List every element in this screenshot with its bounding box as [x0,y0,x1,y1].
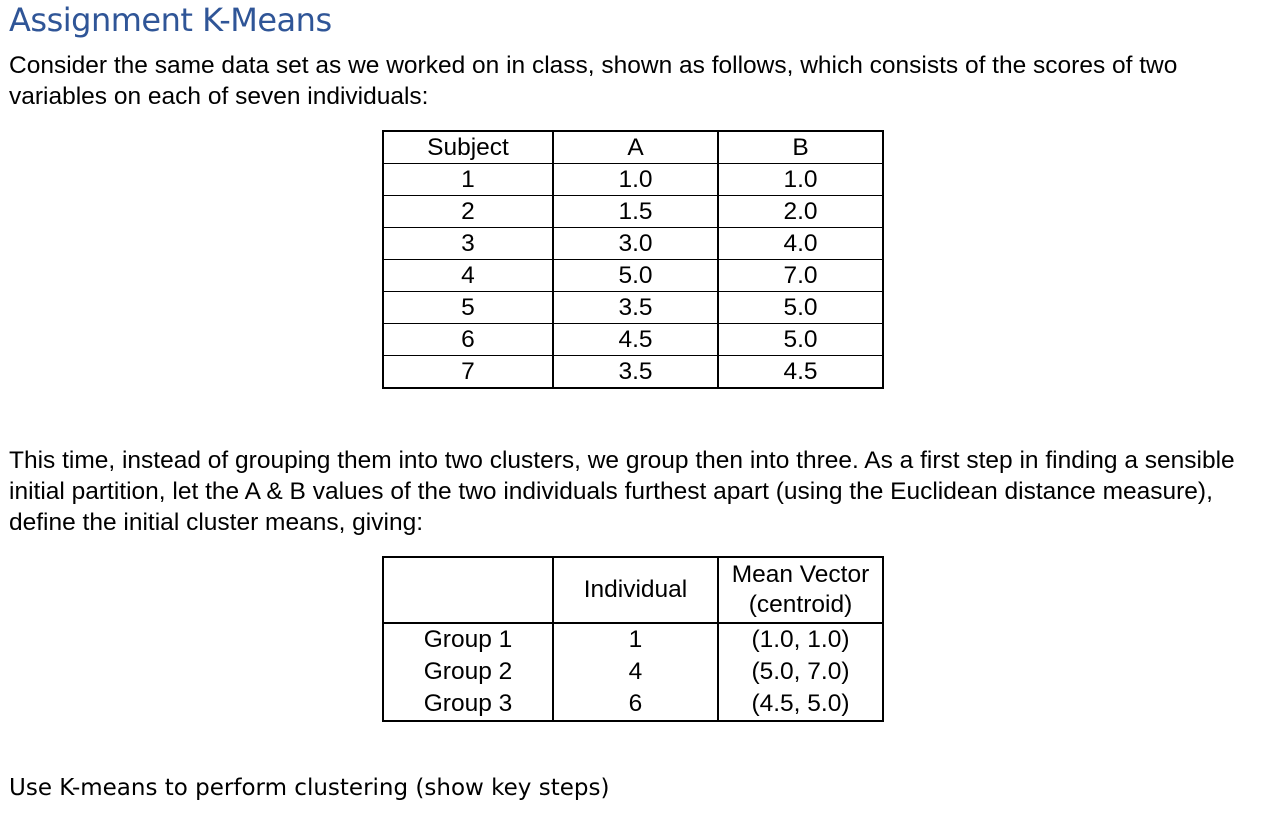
table-row [383,164,883,196]
header-subject: Subject [383,131,553,164]
cell-a: 5.0 [553,260,718,292]
cell-subject: 4 [383,260,553,292]
cell-a: 3.0 [553,228,718,260]
cell-b: 5.0 [718,292,883,324]
cell-a: 1.0 [553,164,718,196]
cell-a: 4.5 [553,324,718,356]
middle-paragraph: This time, instead of grouping them into two clusters, we group then into three. As a first step in finding a sensible initial partition, let the A & B values of the two individuals furthest apart (using the Euclidean distance measure), define the initial cluster means, giving: [9,447,1235,536]
cell-centroid: (4.5, 5.0) [718,688,883,721]
cell-individual: 1 [553,623,718,656]
instruction-text: Use K-means to perform clustering (show key steps) [9,775,610,801]
cell-a: 3.5 [553,292,718,324]
cell-b: 1.0 [718,164,883,196]
table-row [383,228,883,260]
cell-subject: 6 [383,324,553,356]
cluster-table [382,556,884,722]
header-mean-vector-line1: Mean Vector [731,561,870,588]
header-mean-vector-line2: (centroid) [748,591,853,618]
page-title: Assignment K-Means [9,1,332,39]
cell-individual: 4 [553,656,718,688]
cell-group: Group 2 [383,656,553,688]
data-table [382,130,884,389]
cell-centroid: (5.0, 7.0) [718,656,883,688]
cell-subject: 3 [383,228,553,260]
header-individual: Individual [553,557,718,623]
cell-subject: 5 [383,292,553,324]
cluster-header-row [383,557,883,623]
intro-paragraph: Consider the same data set as we worked on in class, shown as follows, which consists of the scores of two variables on each of seven individuals: [9,52,1178,110]
table-row [383,656,883,688]
cell-centroid: (1.0, 1.0) [718,623,883,656]
table-row [383,623,883,656]
cell-subject: 2 [383,196,553,228]
header-b: B [718,131,883,164]
cell-group: Group 3 [383,688,553,721]
cell-b: 5.0 [718,324,883,356]
cell-a: 3.5 [553,356,718,389]
table-row [383,356,883,389]
cell-a: 1.5 [553,196,718,228]
cell-subject: 7 [383,356,553,389]
table-row [383,292,883,324]
cell-subject: 1 [383,164,553,196]
header-a: A [553,131,718,164]
cell-b: 7.0 [718,260,883,292]
table-row [383,324,883,356]
cell-b: 2.0 [718,196,883,228]
table-row [383,688,883,721]
cell-b: 4.0 [718,228,883,260]
table-header-row [383,131,883,164]
header-mean-vector [718,557,883,623]
table-row [383,196,883,228]
header-empty [383,557,553,623]
cell-b: 4.5 [718,356,883,389]
cell-group: Group 1 [383,623,553,656]
table-row [383,260,883,292]
cell-individual: 6 [553,688,718,721]
